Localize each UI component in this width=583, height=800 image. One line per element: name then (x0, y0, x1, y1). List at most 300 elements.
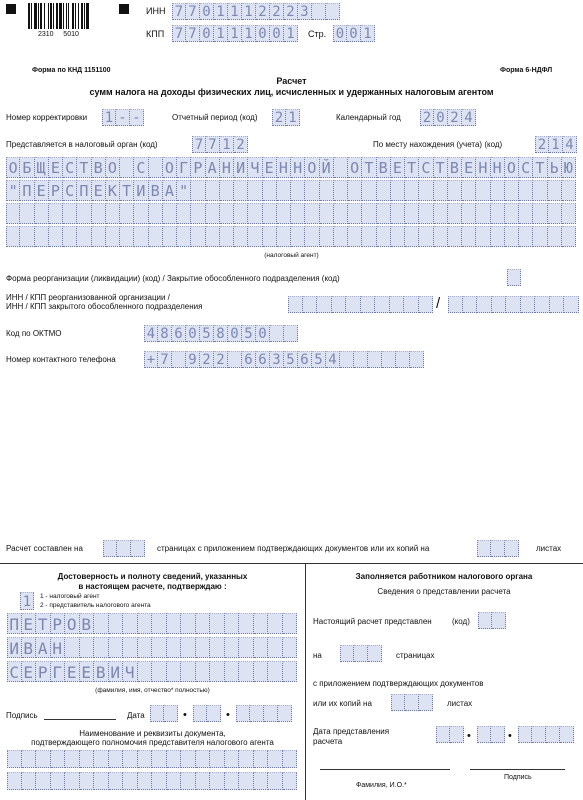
char-cell (63, 203, 77, 224)
char-cell (354, 645, 368, 662)
char-cell: Е (263, 157, 277, 178)
char-cell (92, 203, 106, 224)
char-cell: 1 (102, 109, 116, 126)
barcode-bar (84, 3, 85, 29)
char-cell (193, 705, 207, 722)
reorg-form-code-field[interactable] (507, 269, 521, 286)
last-name-field[interactable] (7, 613, 297, 634)
char-cell (120, 226, 134, 247)
char-cell (20, 226, 34, 247)
char-cell (109, 637, 124, 658)
char-cell (548, 180, 562, 201)
barcode-bar (44, 3, 45, 29)
char-cell (167, 750, 182, 768)
presented-code-label: (код) (452, 617, 470, 626)
char-cell (283, 772, 298, 790)
char-cell (476, 226, 490, 247)
date-dot-3: • (467, 730, 471, 742)
period-code-field[interactable] (272, 109, 300, 126)
char-cell (22, 772, 37, 790)
char-cell: 1 (20, 592, 34, 610)
char-cell: П (20, 180, 34, 201)
char-cell (177, 226, 191, 247)
char-cell (210, 613, 225, 634)
char-cell (533, 203, 547, 224)
char-cell (149, 157, 163, 178)
char-cell (234, 203, 248, 224)
date-day-right[interactable] (436, 726, 464, 743)
corner-marker-left (6, 4, 16, 14)
char-cell (120, 157, 134, 178)
char-cell (505, 203, 519, 224)
oktmo-label: Код по ОКТМО (6, 329, 62, 338)
char-cell (196, 637, 211, 658)
inn-field[interactable] (172, 3, 340, 20)
char-cell: А (163, 180, 177, 201)
char-cell (109, 772, 124, 790)
doc-field-line-1[interactable] (7, 750, 297, 768)
char-cell (533, 226, 547, 247)
copies-count-field[interactable] (477, 540, 519, 557)
char-cell: 0 (200, 3, 214, 20)
form-subtitle: сумм налога на доходы физических лиц, исчисленных и удержанных налоговым агентом (89, 87, 494, 97)
char-cell: С (7, 661, 22, 682)
corner-marker-right (119, 4, 129, 14)
agent-name-line-2[interactable] (6, 180, 576, 201)
location-label: По месту нахождения (учета) (код) (373, 140, 503, 149)
char-cell: 6 (298, 351, 312, 368)
char-cell: 7 (192, 136, 206, 153)
char-cell (191, 203, 205, 224)
date-month-left[interactable] (193, 705, 221, 722)
char-cell (220, 203, 234, 224)
char-cell: Е (462, 157, 476, 178)
char-cell (254, 661, 269, 682)
char-cell (234, 180, 248, 201)
char-cell: Р (49, 180, 63, 201)
char-cell (519, 226, 533, 247)
barcode-number: 2310 5010 (38, 31, 79, 38)
fio-line[interactable] (320, 769, 450, 770)
barcode-bar (40, 3, 42, 29)
char-cell: Т (77, 157, 91, 178)
char-cell (248, 226, 262, 247)
char-cell (491, 726, 505, 743)
char-cell: 6 (256, 351, 270, 368)
char-cell (277, 226, 291, 247)
char-cell (477, 296, 492, 313)
char-cell (505, 180, 519, 201)
char-cell (410, 351, 424, 368)
char-cell (334, 157, 348, 178)
char-cell: С (63, 180, 77, 201)
sheets-label: листах (447, 699, 473, 708)
sign-label: Подпись (504, 774, 532, 781)
date-month-right[interactable] (477, 726, 505, 743)
char-cell (239, 613, 254, 634)
char-cell: 1 (228, 25, 242, 42)
char-cell: Й (320, 157, 334, 178)
char-cell (103, 540, 117, 557)
char-cell (206, 180, 220, 201)
correction-number-field[interactable] (102, 109, 144, 126)
char-cell: Т (434, 157, 448, 178)
char-cell (172, 351, 186, 368)
char-cell (150, 705, 164, 722)
char-cell (167, 772, 182, 790)
char-cell (550, 296, 565, 313)
char-cell (491, 226, 505, 247)
char-cell (562, 180, 576, 201)
char-cell (94, 750, 109, 768)
char-cell (167, 661, 182, 682)
form-name: Форма 6-НДФЛ (500, 67, 553, 74)
char-cell (476, 203, 490, 224)
char-cell (49, 203, 63, 224)
agent-caption: (налоговый агент) (264, 252, 319, 259)
char-cell (448, 203, 462, 224)
char-cell (348, 180, 362, 201)
char-cell (131, 540, 145, 557)
char-cell: Б (20, 157, 34, 178)
char-cell: О (305, 157, 319, 178)
char-cell: 1 (549, 136, 563, 153)
reorg-kpp-field[interactable] (448, 296, 579, 313)
date-label-left: Дата (127, 711, 145, 720)
agent-name-line-1[interactable] (6, 157, 576, 178)
char-cell: Ю (562, 157, 576, 178)
char-cell (6, 203, 20, 224)
char-cell (225, 661, 240, 682)
char-cell: 5 (200, 325, 214, 342)
doc-field-line-2[interactable] (7, 772, 297, 790)
fio-label: Фамилия, И.О.* (356, 782, 407, 789)
char-cell (312, 3, 326, 20)
char-cell (138, 661, 153, 682)
char-cell (152, 637, 167, 658)
char-cell (191, 180, 205, 201)
agent-name-line-4[interactable] (6, 226, 576, 247)
char-cell: " (6, 180, 20, 201)
char-cell (181, 637, 196, 658)
char-cell: 1 (286, 109, 300, 126)
char-cell: 7 (158, 351, 172, 368)
char-cell: 7 (186, 25, 200, 42)
char-cell: 1 (228, 3, 242, 20)
inn-label: ИНН (146, 6, 166, 16)
char-cell (206, 226, 220, 247)
char-cell (263, 180, 277, 201)
pages-mid-label: страницах с приложением подтверждающих документов или их копий на (157, 544, 430, 553)
char-cell (164, 705, 178, 722)
char-cell (405, 203, 419, 224)
barcode (28, 3, 110, 29)
barcode-bar (59, 3, 62, 29)
submit-date-label-2: расчета (313, 737, 343, 746)
char-cell (239, 661, 254, 682)
char-cell: 0 (434, 109, 448, 126)
char-cell (268, 772, 283, 790)
char-cell (167, 637, 182, 658)
barcode-bar (38, 3, 39, 29)
char-cell (521, 296, 536, 313)
char-cell: 2 (234, 136, 248, 153)
char-cell (434, 226, 448, 247)
char-cell: В (22, 637, 37, 658)
reorg-inn-label-1: ИНН / КПП реорганизованной организации / (6, 293, 170, 302)
char-cell (362, 203, 376, 224)
char-cell: 4 (462, 109, 476, 126)
char-cell (507, 269, 521, 286)
char-cell: 5 (284, 351, 298, 368)
signer-code-field[interactable] (20, 592, 34, 610)
knd-code: Форма по КНД 1151100 (32, 67, 111, 74)
char-cell (207, 705, 221, 722)
char-cell (51, 750, 66, 768)
reorg-inn-field[interactable] (288, 296, 433, 313)
char-cell: О (505, 157, 519, 178)
char-cell: - (116, 109, 130, 126)
section-divider (0, 563, 583, 564)
char-cell (120, 203, 134, 224)
char-cell (505, 226, 519, 247)
char-cell (288, 296, 303, 313)
date-day-left[interactable] (150, 705, 178, 722)
char-cell (368, 645, 382, 662)
char-cell (220, 180, 234, 201)
char-cell: Н (220, 157, 234, 178)
date-dot-2: • (226, 709, 230, 721)
char-cell (36, 772, 51, 790)
pages-count-field[interactable] (103, 540, 145, 557)
char-cell: И (7, 637, 22, 658)
char-cell: 2 (284, 3, 298, 20)
char-cell: 7 (206, 136, 220, 153)
oktmo-field[interactable] (144, 325, 298, 342)
location-code-field[interactable] (535, 136, 577, 153)
barcode-bar (75, 3, 76, 29)
char-cell (138, 750, 153, 768)
char-cell (152, 750, 167, 768)
char-cell: 2 (200, 351, 214, 368)
char-cell (334, 226, 348, 247)
char-cell (134, 203, 148, 224)
tax-organ-code-field[interactable] (192, 136, 248, 153)
char-cell (152, 661, 167, 682)
char-cell (477, 540, 491, 557)
char-cell: 5 (312, 351, 326, 368)
char-cell (106, 203, 120, 224)
char-cell (450, 726, 464, 743)
char-cell (80, 637, 95, 658)
char-cell (210, 772, 225, 790)
barcode-bar (81, 3, 83, 29)
char-cell: О (348, 157, 362, 178)
char-cell (167, 613, 182, 634)
date-year-left[interactable] (236, 705, 292, 722)
char-cell: Р (191, 157, 205, 178)
char-cell (283, 637, 298, 658)
char-cell (138, 637, 153, 658)
char-cell (191, 226, 205, 247)
char-cell (7, 750, 22, 768)
char-cell (404, 296, 419, 313)
doc-label-2: подтверждающего полномочия представителя налогового агента (31, 738, 274, 747)
char-cell (63, 226, 77, 247)
char-cell: Г (51, 661, 66, 682)
reorg-slash: / (436, 295, 441, 312)
char-cell (80, 750, 95, 768)
year-field[interactable] (420, 109, 476, 126)
char-cell: О (163, 157, 177, 178)
char-cell (436, 726, 450, 743)
doc-label-1: Наименование и реквизиты документа, (79, 729, 226, 738)
signer-option-2: 2 - представитель налогового агента (40, 602, 151, 609)
char-cell (332, 296, 347, 313)
char-cell: + (144, 351, 158, 368)
char-cell: Ь (548, 157, 562, 178)
char-cell (270, 325, 284, 342)
tax-pages-field[interactable] (340, 645, 382, 662)
char-cell (419, 296, 434, 313)
char-cell: 2 (270, 3, 284, 20)
char-cell (375, 296, 390, 313)
date-year-right[interactable] (518, 726, 574, 743)
char-cell (206, 203, 220, 224)
char-cell: 1 (220, 136, 234, 153)
char-cell (377, 226, 391, 247)
char-cell (506, 296, 521, 313)
char-cell (491, 180, 505, 201)
barcode-bar (28, 3, 30, 29)
char-cell (109, 750, 124, 768)
char-cell (149, 203, 163, 224)
char-cell (196, 661, 211, 682)
char-cell (284, 325, 298, 342)
char-cell (492, 612, 506, 629)
char-cell: 3 (270, 351, 284, 368)
page-number-field[interactable] (333, 25, 375, 42)
phone-field[interactable] (144, 351, 424, 368)
char-cell (354, 351, 368, 368)
char-cell: В (149, 180, 163, 201)
char-cell (196, 772, 211, 790)
char-cell: А (206, 157, 220, 178)
char-cell (348, 203, 362, 224)
correction-label: Номер корректировки (6, 113, 88, 122)
char-cell: 8 (214, 325, 228, 342)
char-cell (305, 226, 319, 247)
confirm-heading-2: в настоящем расчете, подтверждаю : (78, 582, 227, 591)
attach-label: с приложением подтверждающих документов (313, 679, 484, 688)
first-name-field[interactable] (7, 637, 297, 658)
char-cell (533, 180, 547, 201)
char-cell (478, 612, 492, 629)
char-cell: Е (22, 613, 37, 634)
agent-name-line-3[interactable] (6, 203, 576, 224)
tax-copies-field[interactable] (391, 694, 433, 711)
char-cell: Е (35, 180, 49, 201)
barcode-bar (34, 3, 37, 29)
kpp-field[interactable] (172, 25, 298, 42)
char-cell: О (106, 157, 120, 178)
char-cell (152, 772, 167, 790)
char-cell (239, 750, 254, 768)
char-cell: 4 (326, 351, 340, 368)
char-cell (123, 613, 138, 634)
char-cell: О (65, 613, 80, 634)
signature-label: Подпись (6, 711, 38, 720)
pages-label: Расчет составлен на (6, 544, 83, 553)
char-cell (305, 180, 319, 201)
char-cell (548, 226, 562, 247)
char-cell (263, 203, 277, 224)
char-cell (225, 637, 240, 658)
char-cell (463, 296, 478, 313)
char-cell (419, 180, 433, 201)
char-cell: 7 (172, 3, 186, 20)
char-cell (391, 203, 405, 224)
char-cell (234, 226, 248, 247)
char-cell: 0 (186, 325, 200, 342)
char-cell: 1 (242, 3, 256, 20)
char-cell (123, 637, 138, 658)
char-cell (239, 772, 254, 790)
char-cell (268, 637, 283, 658)
barcode-bar (66, 3, 67, 29)
char-cell (462, 180, 476, 201)
char-cell: 1 (242, 25, 256, 42)
char-cell: Щ (35, 157, 49, 178)
char-cell: 2 (448, 109, 462, 126)
char-cell (248, 203, 262, 224)
char-cell (396, 351, 410, 368)
char-cell (196, 613, 211, 634)
char-cell (196, 750, 211, 768)
char-cell (519, 180, 533, 201)
char-cell (51, 772, 66, 790)
sign-line[interactable] (470, 769, 565, 770)
patronymic-field[interactable] (7, 661, 297, 682)
char-cell (462, 203, 476, 224)
char-cell (362, 180, 376, 201)
copies-label: или их копий на (313, 699, 372, 708)
char-cell: Е (49, 157, 63, 178)
char-cell: И (134, 180, 148, 201)
presented-code-field[interactable] (478, 612, 506, 629)
char-cell: Г (177, 157, 191, 178)
char-cell (6, 226, 20, 247)
char-cell (268, 661, 283, 682)
char-cell: В (80, 613, 95, 634)
char-cell (491, 203, 505, 224)
tax-office-subheading: Сведения о представлении расчета (377, 587, 511, 596)
signature-line[interactable] (44, 719, 116, 720)
char-cell (462, 226, 476, 247)
year-label: Календарный год (336, 113, 401, 122)
char-cell (320, 226, 334, 247)
char-cell (181, 750, 196, 768)
char-cell (254, 772, 269, 790)
char-cell (35, 203, 49, 224)
char-cell (391, 180, 405, 201)
char-cell: Т (120, 180, 134, 201)
char-cell (149, 226, 163, 247)
char-cell: 8 (158, 325, 172, 342)
char-cell (268, 613, 283, 634)
char-cell (334, 203, 348, 224)
barcode-bar (68, 3, 69, 29)
